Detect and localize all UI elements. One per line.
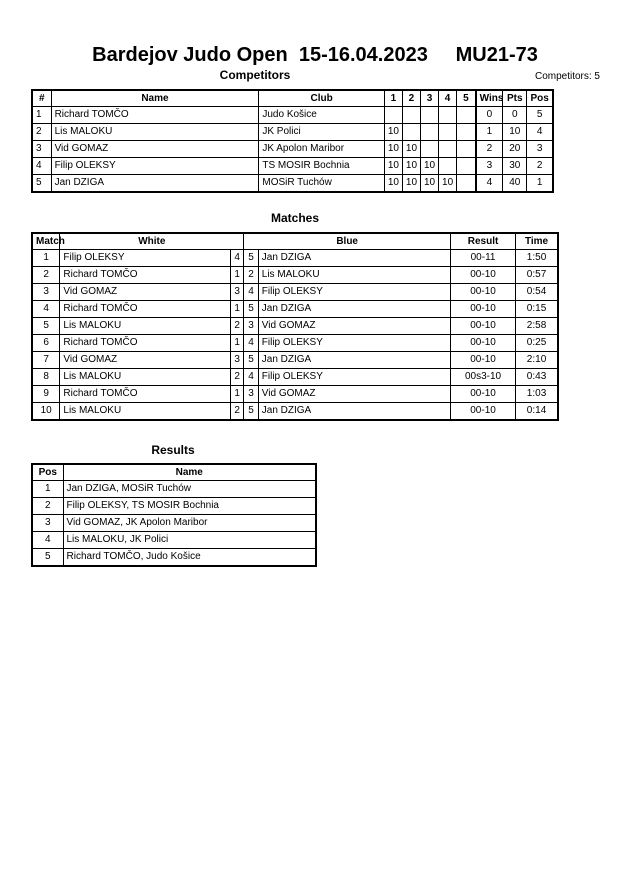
cell-match: 9 <box>32 386 60 403</box>
cell-score-4 <box>439 107 457 124</box>
cell-name: Richard TOMČO, Judo Košice <box>63 549 316 567</box>
cell-score-1: 10 <box>384 124 402 141</box>
cell-score-3 <box>420 141 438 158</box>
cell-match: 6 <box>32 335 60 352</box>
cell-score-2 <box>402 107 420 124</box>
cell-blue: Jan DZIGA <box>258 250 450 267</box>
cell-white-num: 1 <box>230 335 243 352</box>
cell-white-num: 3 <box>230 284 243 301</box>
competitors-heading: Competitors <box>219 68 291 82</box>
cell-score-3 <box>420 107 438 124</box>
col-header-name: Name <box>51 90 259 107</box>
col-header-match: Match <box>32 233 60 250</box>
cell-blue: Jan DZIGA <box>258 403 450 421</box>
cell-wins: 4 <box>476 175 503 193</box>
cell-white-num: 2 <box>230 318 243 335</box>
cell-match: 8 <box>32 369 60 386</box>
table-row <box>32 301 558 318</box>
table-row <box>32 403 558 421</box>
cell-score-1: 10 <box>384 158 402 175</box>
table-row <box>32 318 558 335</box>
table-row <box>32 515 316 532</box>
table-row <box>32 124 553 141</box>
col-header-club: Club <box>259 90 384 107</box>
results-table <box>31 463 317 567</box>
cell-time: 0:43 <box>516 369 558 386</box>
cell-pts: 0 <box>503 107 527 124</box>
cell-name: Vid GOMAZ, JK Apolon Maribor <box>63 515 316 532</box>
table-row <box>32 175 553 193</box>
cell-result: 00-10 <box>450 335 515 352</box>
cell-pos: 4 <box>32 532 63 549</box>
competitors-table <box>31 89 554 193</box>
cell-blue-num: 5 <box>244 403 258 421</box>
cell-pts: 40 <box>503 175 527 193</box>
cell-blue-num: 3 <box>244 318 258 335</box>
table-row <box>32 481 316 498</box>
cell-white: Vid GOMAZ <box>60 284 231 301</box>
table-row <box>32 386 558 403</box>
cell-num: 2 <box>32 124 51 141</box>
col-header-white: White <box>60 233 244 250</box>
cell-match: 3 <box>32 284 60 301</box>
cell-white: Richard TOMČO <box>60 335 231 352</box>
table-row <box>32 250 558 267</box>
col-header-time: Time <box>516 233 558 250</box>
cell-white-num: 1 <box>230 301 243 318</box>
cell-blue: Jan DZIGA <box>258 352 450 369</box>
cell-score-2: 10 <box>402 141 420 158</box>
cell-white-num: 1 <box>230 267 243 284</box>
cell-result: 00-10 <box>450 386 515 403</box>
cell-score-2 <box>402 124 420 141</box>
cell-blue-num: 4 <box>244 369 258 386</box>
cell-score-5 <box>457 175 476 193</box>
cell-pos: 1 <box>527 175 553 193</box>
cell-score-4: 10 <box>439 175 457 193</box>
cell-score-1: 10 <box>384 175 402 193</box>
table-row <box>32 267 558 284</box>
cell-white: Richard TOMČO <box>60 301 231 318</box>
cell-blue-num: 4 <box>244 335 258 352</box>
cell-white-num: 2 <box>230 403 243 421</box>
cell-blue-num: 5 <box>244 352 258 369</box>
cell-score-4 <box>439 158 457 175</box>
cell-white: Lis MALOKU <box>60 369 231 386</box>
cell-club: TS MOSIR Bochnia <box>259 158 384 175</box>
cell-result: 00-10 <box>450 318 515 335</box>
cell-name: Richard TOMČO <box>51 107 259 124</box>
col-header-1: 1 <box>384 90 402 107</box>
competitors-header-row <box>32 90 553 107</box>
cell-white-num: 1 <box>230 386 243 403</box>
cell-white-num: 2 <box>230 369 243 386</box>
cell-blue-num: 5 <box>244 301 258 318</box>
col-header-3: 3 <box>420 90 438 107</box>
cell-match: 2 <box>32 267 60 284</box>
matches-header-row <box>32 233 558 250</box>
matches-table <box>31 232 559 421</box>
cell-score-5 <box>457 124 476 141</box>
table-row <box>32 352 558 369</box>
cell-name: Jan DZIGA <box>51 175 259 193</box>
cell-pos: 2 <box>32 498 63 515</box>
cell-score-1: 10 <box>384 141 402 158</box>
cell-time: 0:15 <box>516 301 558 318</box>
cell-pts: 30 <box>503 158 527 175</box>
cell-time: 0:25 <box>516 335 558 352</box>
col-header-pos: Pos <box>527 90 553 107</box>
cell-time: 2:10 <box>516 352 558 369</box>
cell-blue-num: 4 <box>244 284 258 301</box>
cell-result: 00-10 <box>450 267 515 284</box>
cell-match: 1 <box>32 250 60 267</box>
cell-pts: 20 <box>503 141 527 158</box>
col-header-name: Name <box>63 464 316 481</box>
col-header-pts: Pts <box>503 90 527 107</box>
cell-white: Lis MALOKU <box>60 318 231 335</box>
cell-blue: Vid GOMAZ <box>258 318 450 335</box>
cell-name: Lis MALOKU <box>51 124 259 141</box>
cell-num: 4 <box>32 158 51 175</box>
cell-match: 7 <box>32 352 60 369</box>
col-header-2: 2 <box>402 90 420 107</box>
col-header-pos: Pos <box>32 464 63 481</box>
cell-result: 00-10 <box>450 284 515 301</box>
cell-blue: Jan DZIGA <box>258 301 450 318</box>
cell-club: JK Polici <box>259 124 384 141</box>
cell-club: JK Apolon Maribor <box>259 141 384 158</box>
cell-score-2: 10 <box>402 158 420 175</box>
matches-heading: Matches <box>270 211 320 225</box>
table-row <box>32 158 553 175</box>
cell-name: Lis MALOKU, JK Polici <box>63 532 316 549</box>
cell-white: Filip OLEKSY <box>60 250 231 267</box>
table-row <box>32 284 558 301</box>
table-row <box>32 369 558 386</box>
cell-blue: Filip OLEKSY <box>258 369 450 386</box>
cell-blue-num: 2 <box>244 267 258 284</box>
table-row <box>32 549 316 567</box>
cell-num: 1 <box>32 107 51 124</box>
col-header-result: Result <box>450 233 515 250</box>
cell-match: 10 <box>32 403 60 421</box>
col-header-4: 4 <box>439 90 457 107</box>
col-header-blue: Blue <box>244 233 451 250</box>
cell-score-5 <box>457 141 476 158</box>
cell-time: 0:57 <box>516 267 558 284</box>
cell-match: 5 <box>32 318 60 335</box>
cell-club: Judo Košice <box>259 107 384 124</box>
cell-blue: Filip OLEKSY <box>258 335 450 352</box>
cell-club: MOSiR Tuchów <box>259 175 384 193</box>
cell-wins: 1 <box>476 124 503 141</box>
col-header-num: # <box>32 90 51 107</box>
cell-match: 4 <box>32 301 60 318</box>
cell-blue: Vid GOMAZ <box>258 386 450 403</box>
cell-result: 00-10 <box>450 403 515 421</box>
results-header-row <box>32 464 316 481</box>
cell-pos: 5 <box>527 107 553 124</box>
results-heading: Results <box>151 443 195 457</box>
table-row <box>32 532 316 549</box>
competitors-count: Competitors: 5 <box>534 71 600 82</box>
cell-white: Richard TOMČO <box>60 386 231 403</box>
cell-score-4 <box>439 141 457 158</box>
cell-blue: Lis MALOKU <box>258 267 450 284</box>
cell-white-num: 4 <box>230 250 243 267</box>
cell-time: 0:14 <box>516 403 558 421</box>
cell-white: Lis MALOKU <box>60 403 231 421</box>
cell-name: Filip OLEKSY <box>51 158 259 175</box>
cell-pos: 4 <box>527 124 553 141</box>
cell-result: 00-10 <box>450 352 515 369</box>
cell-pos: 3 <box>527 141 553 158</box>
cell-time: 1:03 <box>516 386 558 403</box>
cell-wins: 2 <box>476 141 503 158</box>
cell-time: 0:54 <box>516 284 558 301</box>
cell-score-2: 10 <box>402 175 420 193</box>
cell-blue: Filip OLEKSY <box>258 284 450 301</box>
page-title: Bardejov Judo Open 15-16.04.2023 MU21-73 <box>92 44 538 66</box>
cell-pos: 3 <box>32 515 63 532</box>
cell-result: 00s3-10 <box>450 369 515 386</box>
cell-time: 2:58 <box>516 318 558 335</box>
cell-blue-num: 3 <box>244 386 258 403</box>
cell-wins: 3 <box>476 158 503 175</box>
cell-white: Vid GOMAZ <box>60 352 231 369</box>
cell-score-5 <box>457 107 476 124</box>
cell-score-5 <box>457 158 476 175</box>
cell-name: Jan DZIGA, MOSiR Tuchów <box>63 481 316 498</box>
col-header-wins: Wins <box>476 90 503 107</box>
cell-white-num: 3 <box>230 352 243 369</box>
cell-blue-num: 5 <box>244 250 258 267</box>
cell-name: Filip OLEKSY, TS MOSIR Bochnia <box>63 498 316 515</box>
cell-pos: 1 <box>32 481 63 498</box>
cell-pos: 2 <box>527 158 553 175</box>
cell-num: 3 <box>32 141 51 158</box>
cell-pos: 5 <box>32 549 63 567</box>
cell-pts: 10 <box>503 124 527 141</box>
cell-score-3: 10 <box>420 175 438 193</box>
cell-score-3: 10 <box>420 158 438 175</box>
cell-white: Richard TOMČO <box>60 267 231 284</box>
cell-score-1 <box>384 107 402 124</box>
cell-wins: 0 <box>476 107 503 124</box>
cell-time: 1:50 <box>516 250 558 267</box>
table-row <box>32 107 553 124</box>
cell-num: 5 <box>32 175 51 193</box>
cell-name: Vid GOMAZ <box>51 141 259 158</box>
col-header-5: 5 <box>457 90 476 107</box>
cell-score-3 <box>420 124 438 141</box>
cell-score-4 <box>439 124 457 141</box>
table-row <box>32 141 553 158</box>
table-row <box>32 335 558 352</box>
table-row <box>32 498 316 515</box>
cell-result: 00-10 <box>450 301 515 318</box>
cell-result: 00-11 <box>450 250 515 267</box>
